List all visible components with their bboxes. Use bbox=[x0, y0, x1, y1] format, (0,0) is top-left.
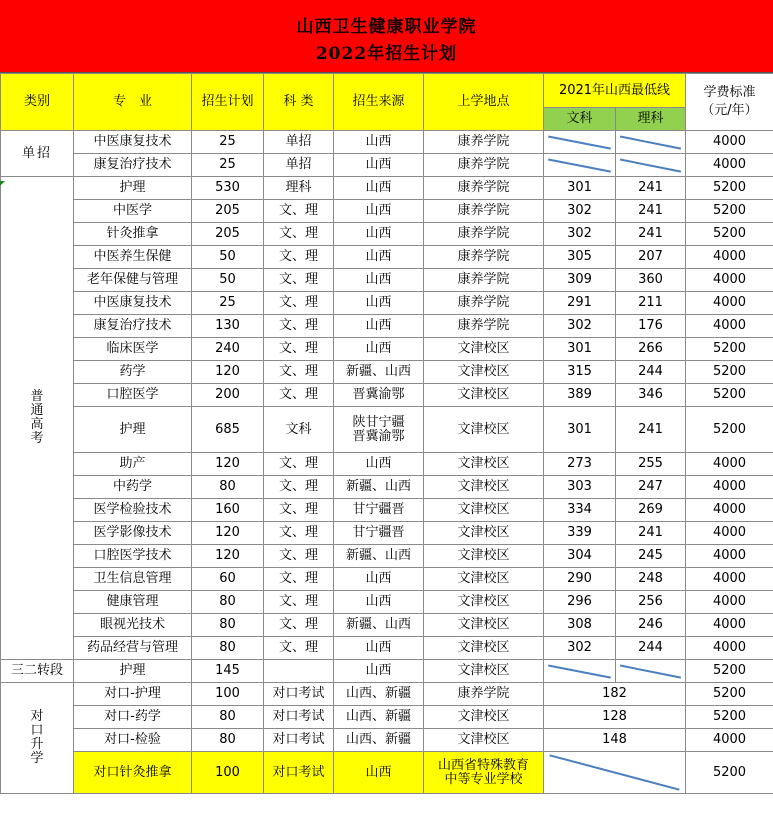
plan-cell: 120 bbox=[192, 522, 264, 545]
arts-score-cell: 301 bbox=[544, 407, 616, 453]
fee-cell: 5200 bbox=[686, 223, 773, 246]
fee-cell: 4000 bbox=[686, 154, 773, 177]
major-cell: 中医养生保健 bbox=[74, 246, 192, 269]
location-cell: 文津校区 bbox=[424, 522, 544, 545]
source-cell: 新疆、山西 bbox=[334, 545, 424, 568]
arts-score-cell: 296 bbox=[544, 591, 616, 614]
major-cell: 助产 bbox=[74, 453, 192, 476]
location-cell: 康养学院 bbox=[424, 683, 544, 706]
science-score-cell: 211 bbox=[616, 292, 686, 315]
category-single: 单招 bbox=[1, 131, 74, 177]
major-cell: 卫生信息管理 bbox=[74, 568, 192, 591]
category-general-char: 考 bbox=[30, 431, 44, 446]
subject-cell: 文、理 bbox=[264, 269, 334, 292]
location-cell: 康养学院 bbox=[424, 223, 544, 246]
science-score-cell: 246 bbox=[616, 614, 686, 637]
table-row bbox=[1, 292, 773, 315]
arts-score-cell: 389 bbox=[544, 384, 616, 407]
science-score-cell: 266 bbox=[616, 338, 686, 361]
subject-cell: 文、理 bbox=[264, 568, 334, 591]
fee-cell: 4000 bbox=[686, 453, 773, 476]
fee-cell: 5200 bbox=[686, 361, 773, 384]
enrollment-plan-table bbox=[0, 73, 773, 794]
table-row bbox=[1, 660, 773, 683]
major-cell: 对口-检验 bbox=[74, 729, 192, 752]
fee-cell: 4000 bbox=[686, 269, 773, 292]
source-cell bbox=[334, 407, 424, 453]
subject-cell: 文、理 bbox=[264, 476, 334, 499]
title-banner bbox=[0, 0, 773, 73]
source-cell: 甘宁疆晋 bbox=[334, 522, 424, 545]
arts-score-cell: 302 bbox=[544, 315, 616, 338]
plan-cell: 530 bbox=[192, 177, 264, 200]
plan-cell: 80 bbox=[192, 729, 264, 752]
subject-cell: 文、理 bbox=[264, 522, 334, 545]
science-score-cell: 248 bbox=[616, 568, 686, 591]
subject-cell: 对口考试 bbox=[264, 706, 334, 729]
location-cell: 文津校区 bbox=[424, 729, 544, 752]
fee-cell: 5200 bbox=[686, 200, 773, 223]
major-cell: 康复治疗技术 bbox=[74, 315, 192, 338]
location-cell: 文津校区 bbox=[424, 384, 544, 407]
header-plan: 招生计划 bbox=[192, 74, 264, 131]
subject-cell: 对口考试 bbox=[264, 752, 334, 794]
major-cell: 临床医学 bbox=[74, 338, 192, 361]
location-cell: 康养学院 bbox=[424, 200, 544, 223]
subject-cell: 文、理 bbox=[264, 315, 334, 338]
category-general-char: 普 bbox=[30, 389, 44, 404]
major-cell: 中药学 bbox=[74, 476, 192, 499]
source-line: 陕甘宁疆 bbox=[352, 414, 405, 430]
plan-cell: 50 bbox=[192, 246, 264, 269]
subject-cell: 文、理 bbox=[264, 361, 334, 384]
header-major: 专 业 bbox=[74, 74, 192, 131]
arts-score-cell: 339 bbox=[544, 522, 616, 545]
fee-cell: 5200 bbox=[686, 660, 773, 683]
location-cell: 文津校区 bbox=[424, 591, 544, 614]
science-score-cell: 360 bbox=[616, 269, 686, 292]
location-cell: 文津校区 bbox=[424, 361, 544, 384]
science-score-cell: 241 bbox=[616, 223, 686, 246]
location-cell: 康养学院 bbox=[424, 246, 544, 269]
table-row bbox=[1, 637, 773, 660]
plan-year-title: 2022年招生计划 bbox=[315, 44, 458, 64]
fee-cell: 5200 bbox=[686, 407, 773, 453]
source-cell: 山西 bbox=[334, 131, 424, 154]
fee-cell: 5200 bbox=[686, 177, 773, 200]
header-arts: 文科 bbox=[544, 108, 616, 131]
major-cell: 中医康复技术 bbox=[74, 131, 192, 154]
source-cell: 甘宁疆晋 bbox=[334, 499, 424, 522]
major-cell: 对口-护理 bbox=[74, 683, 192, 706]
plan-cell: 80 bbox=[192, 614, 264, 637]
location-cell: 康养学院 bbox=[424, 154, 544, 177]
subject-cell: 文、理 bbox=[264, 545, 334, 568]
plan-cell: 80 bbox=[192, 476, 264, 499]
combined-score-cell: 128 bbox=[544, 706, 686, 729]
table-row bbox=[1, 614, 773, 637]
science-score-cell: 241 bbox=[616, 200, 686, 223]
location-cell: 文津校区 bbox=[424, 476, 544, 499]
table-row bbox=[1, 752, 773, 794]
source-cell: 山西 bbox=[334, 338, 424, 361]
plan-cell: 25 bbox=[192, 292, 264, 315]
source-cell: 山西 bbox=[334, 292, 424, 315]
plan-cell: 80 bbox=[192, 637, 264, 660]
source-cell: 山西 bbox=[334, 568, 424, 591]
subject-cell: 文科 bbox=[264, 407, 334, 453]
header-source: 招生来源 bbox=[334, 74, 424, 131]
combined-score-cell: 182 bbox=[544, 683, 686, 706]
science-score-empty bbox=[616, 154, 686, 177]
location-cell bbox=[424, 752, 544, 794]
plan-cell: 145 bbox=[192, 660, 264, 683]
major-cell: 护理 bbox=[74, 407, 192, 453]
source-cell: 山西 bbox=[334, 223, 424, 246]
source-cell: 山西 bbox=[334, 246, 424, 269]
table-row bbox=[1, 338, 773, 361]
location-cell: 康养学院 bbox=[424, 131, 544, 154]
header-min-score-group: 2021年山西最低线 bbox=[544, 74, 686, 108]
source-cell: 新疆、山西 bbox=[334, 361, 424, 384]
subject-cell: 理科 bbox=[264, 177, 334, 200]
arts-score-cell: 308 bbox=[544, 614, 616, 637]
location-cell: 文津校区 bbox=[424, 614, 544, 637]
table-row bbox=[1, 591, 773, 614]
source-cell: 山西、新疆 bbox=[334, 706, 424, 729]
header-fee bbox=[686, 74, 773, 131]
table-row bbox=[1, 223, 773, 246]
category-three-two: 三二转段 bbox=[1, 660, 74, 683]
major-cell: 药品经营与管理 bbox=[74, 637, 192, 660]
subject-cell: 对口考试 bbox=[264, 729, 334, 752]
location-cell: 文津校区 bbox=[424, 637, 544, 660]
subject-cell: 文、理 bbox=[264, 499, 334, 522]
table-row bbox=[1, 384, 773, 407]
category-general-char: 通 bbox=[30, 403, 44, 418]
major-cell: 对口针灸推拿 bbox=[74, 752, 192, 794]
fee-cell: 4000 bbox=[686, 476, 773, 499]
major-cell: 健康管理 bbox=[74, 591, 192, 614]
plan-cell: 100 bbox=[192, 752, 264, 794]
fee-cell: 4000 bbox=[686, 545, 773, 568]
subject-cell: 文、理 bbox=[264, 292, 334, 315]
subject-cell: 文、理 bbox=[264, 453, 334, 476]
table-row bbox=[1, 315, 773, 338]
source-cell: 山西 bbox=[334, 752, 424, 794]
source-line: 晋冀渝鄂 bbox=[352, 428, 405, 444]
fee-cell: 4000 bbox=[686, 729, 773, 752]
subject-cell: 文、理 bbox=[264, 614, 334, 637]
source-cell: 山西、新疆 bbox=[334, 729, 424, 752]
location-cell: 文津校区 bbox=[424, 407, 544, 453]
location-line: 山西省特殊教育 bbox=[437, 757, 529, 773]
science-score-empty bbox=[616, 131, 686, 154]
source-cell: 新疆、山西 bbox=[334, 614, 424, 637]
category-vocational bbox=[1, 683, 74, 794]
combined-score-cell: 148 bbox=[544, 729, 686, 752]
science-score-cell: 247 bbox=[616, 476, 686, 499]
major-cell: 医学检验技术 bbox=[74, 499, 192, 522]
category-vocational-char: 对 bbox=[30, 709, 44, 724]
header-subject: 科 类 bbox=[264, 74, 334, 131]
fee-cell: 4000 bbox=[686, 591, 773, 614]
fee-cell: 4000 bbox=[686, 637, 773, 660]
major-cell: 针灸推拿 bbox=[74, 223, 192, 246]
plan-cell: 120 bbox=[192, 545, 264, 568]
major-cell: 口腔医学技术 bbox=[74, 545, 192, 568]
fee-cell: 5200 bbox=[686, 338, 773, 361]
plan-cell: 80 bbox=[192, 706, 264, 729]
science-score-cell: 241 bbox=[616, 522, 686, 545]
plan-cell: 205 bbox=[192, 200, 264, 223]
source-cell: 山西 bbox=[334, 453, 424, 476]
table-row bbox=[1, 476, 773, 499]
major-cell: 老年保健与管理 bbox=[74, 269, 192, 292]
location-cell: 文津校区 bbox=[424, 499, 544, 522]
source-cell: 山西 bbox=[334, 637, 424, 660]
table-row bbox=[1, 269, 773, 292]
table-row bbox=[1, 522, 773, 545]
science-score-cell: 241 bbox=[616, 407, 686, 453]
plan-cell: 100 bbox=[192, 683, 264, 706]
plan-cell: 205 bbox=[192, 223, 264, 246]
header-location: 上学地点 bbox=[424, 74, 544, 131]
subject-cell: 对口考试 bbox=[264, 683, 334, 706]
location-cell: 康养学院 bbox=[424, 315, 544, 338]
subject-cell bbox=[264, 660, 334, 683]
arts-score-cell: 303 bbox=[544, 476, 616, 499]
school-name: 山西卫生健康职业学院 bbox=[296, 17, 477, 37]
source-cell: 山西 bbox=[334, 200, 424, 223]
fee-cell: 4000 bbox=[686, 614, 773, 637]
table-row bbox=[1, 499, 773, 522]
location-line: 中等专业学校 bbox=[444, 771, 523, 787]
science-score-empty bbox=[616, 660, 686, 683]
arts-score-cell: 291 bbox=[544, 292, 616, 315]
source-cell: 山西 bbox=[334, 177, 424, 200]
fee-cell: 4000 bbox=[686, 131, 773, 154]
arts-score-cell: 334 bbox=[544, 499, 616, 522]
table-row bbox=[1, 246, 773, 269]
table-row bbox=[1, 407, 773, 453]
plan-cell: 120 bbox=[192, 361, 264, 384]
subject-cell: 文、理 bbox=[264, 637, 334, 660]
plan-cell: 130 bbox=[192, 315, 264, 338]
location-cell: 文津校区 bbox=[424, 453, 544, 476]
major-cell: 药学 bbox=[74, 361, 192, 384]
major-cell: 眼视光技术 bbox=[74, 614, 192, 637]
subject-cell: 单招 bbox=[264, 131, 334, 154]
table-row bbox=[1, 706, 773, 729]
header-science: 理科 bbox=[616, 108, 686, 131]
location-cell: 康养学院 bbox=[424, 292, 544, 315]
arts-score-cell: 315 bbox=[544, 361, 616, 384]
major-cell: 护理 bbox=[74, 660, 192, 683]
science-score-cell: 176 bbox=[616, 315, 686, 338]
table-row bbox=[1, 131, 773, 154]
science-score-cell: 256 bbox=[616, 591, 686, 614]
plan-cell: 120 bbox=[192, 453, 264, 476]
subject-cell: 单招 bbox=[264, 154, 334, 177]
fee-cell: 5200 bbox=[686, 384, 773, 407]
category-general bbox=[1, 177, 74, 660]
major-cell: 中医康复技术 bbox=[74, 292, 192, 315]
science-score-cell: 255 bbox=[616, 453, 686, 476]
source-cell: 山西 bbox=[334, 269, 424, 292]
subject-cell: 文、理 bbox=[264, 246, 334, 269]
major-cell: 康复治疗技术 bbox=[74, 154, 192, 177]
fee-cell: 4000 bbox=[686, 315, 773, 338]
fee-cell: 5200 bbox=[686, 706, 773, 729]
major-cell: 医学影像技术 bbox=[74, 522, 192, 545]
subject-cell: 文、理 bbox=[264, 338, 334, 361]
plan-cell: 25 bbox=[192, 154, 264, 177]
arts-score-cell: 301 bbox=[544, 177, 616, 200]
category-vocational-char: 学 bbox=[30, 751, 44, 766]
source-cell: 山西 bbox=[334, 591, 424, 614]
fee-cell: 5200 bbox=[686, 683, 773, 706]
plan-cell: 80 bbox=[192, 591, 264, 614]
major-cell: 护理 bbox=[74, 177, 192, 200]
location-cell: 文津校区 bbox=[424, 545, 544, 568]
source-cell: 山西 bbox=[334, 660, 424, 683]
arts-score-cell: 273 bbox=[544, 453, 616, 476]
category-vocational-char: 升 bbox=[30, 737, 44, 752]
source-cell: 山西 bbox=[334, 315, 424, 338]
subject-cell: 文、理 bbox=[264, 591, 334, 614]
fee-cell: 4000 bbox=[686, 292, 773, 315]
table-row bbox=[1, 729, 773, 752]
header-category: 类别 bbox=[1, 74, 74, 131]
plan-cell: 25 bbox=[192, 131, 264, 154]
arts-score-cell: 309 bbox=[544, 269, 616, 292]
score-empty bbox=[544, 752, 686, 794]
science-score-cell: 244 bbox=[616, 637, 686, 660]
science-score-cell: 346 bbox=[616, 384, 686, 407]
fee-cell: 4000 bbox=[686, 568, 773, 591]
location-cell: 文津校区 bbox=[424, 660, 544, 683]
fee-cell: 4000 bbox=[686, 522, 773, 545]
table-row bbox=[1, 361, 773, 384]
location-cell: 文津校区 bbox=[424, 706, 544, 729]
cell-corner-marker bbox=[0, 181, 5, 186]
fee-cell: 5200 bbox=[686, 752, 773, 794]
fee-cell: 4000 bbox=[686, 246, 773, 269]
arts-score-cell: 301 bbox=[544, 338, 616, 361]
location-cell: 康养学院 bbox=[424, 269, 544, 292]
table-row bbox=[1, 177, 773, 200]
arts-score-cell: 302 bbox=[544, 200, 616, 223]
source-cell: 晋冀渝鄂 bbox=[334, 384, 424, 407]
plan-cell: 160 bbox=[192, 499, 264, 522]
subject-cell: 文、理 bbox=[264, 223, 334, 246]
science-score-cell: 245 bbox=[616, 545, 686, 568]
location-cell: 文津校区 bbox=[424, 338, 544, 361]
science-score-cell: 207 bbox=[616, 246, 686, 269]
header-fee-line1: 学费标准 bbox=[703, 85, 756, 100]
arts-score-cell: 290 bbox=[544, 568, 616, 591]
fee-cell: 4000 bbox=[686, 499, 773, 522]
table-row bbox=[1, 568, 773, 591]
major-cell: 口腔医学 bbox=[74, 384, 192, 407]
arts-score-cell: 305 bbox=[544, 246, 616, 269]
subject-cell: 文、理 bbox=[264, 200, 334, 223]
arts-score-cell: 304 bbox=[544, 545, 616, 568]
plan-cell: 200 bbox=[192, 384, 264, 407]
plan-cell: 240 bbox=[192, 338, 264, 361]
header-fee-line2: （元/年） bbox=[701, 103, 758, 118]
source-cell: 山西 bbox=[334, 154, 424, 177]
table-row bbox=[1, 683, 773, 706]
arts-score-cell: 302 bbox=[544, 223, 616, 246]
plan-cell: 685 bbox=[192, 407, 264, 453]
source-cell: 山西、新疆 bbox=[334, 683, 424, 706]
subject-cell: 文、理 bbox=[264, 384, 334, 407]
science-score-cell: 241 bbox=[616, 177, 686, 200]
table-row bbox=[1, 200, 773, 223]
location-cell: 康养学院 bbox=[424, 177, 544, 200]
location-cell: 文津校区 bbox=[424, 568, 544, 591]
major-cell: 对口-药学 bbox=[74, 706, 192, 729]
table-row bbox=[1, 545, 773, 568]
category-vocational-char: 口 bbox=[30, 723, 44, 738]
science-score-cell: 244 bbox=[616, 361, 686, 384]
major-cell: 中医学 bbox=[74, 200, 192, 223]
table-row bbox=[1, 453, 773, 476]
source-cell: 新疆、山西 bbox=[334, 476, 424, 499]
table-row bbox=[1, 154, 773, 177]
plan-cell: 60 bbox=[192, 568, 264, 591]
science-score-cell: 269 bbox=[616, 499, 686, 522]
arts-score-empty bbox=[544, 154, 616, 177]
arts-score-empty bbox=[544, 660, 616, 683]
plan-cell: 50 bbox=[192, 269, 264, 292]
arts-score-empty bbox=[544, 131, 616, 154]
arts-score-cell: 302 bbox=[544, 637, 616, 660]
category-general-char: 高 bbox=[30, 417, 44, 432]
